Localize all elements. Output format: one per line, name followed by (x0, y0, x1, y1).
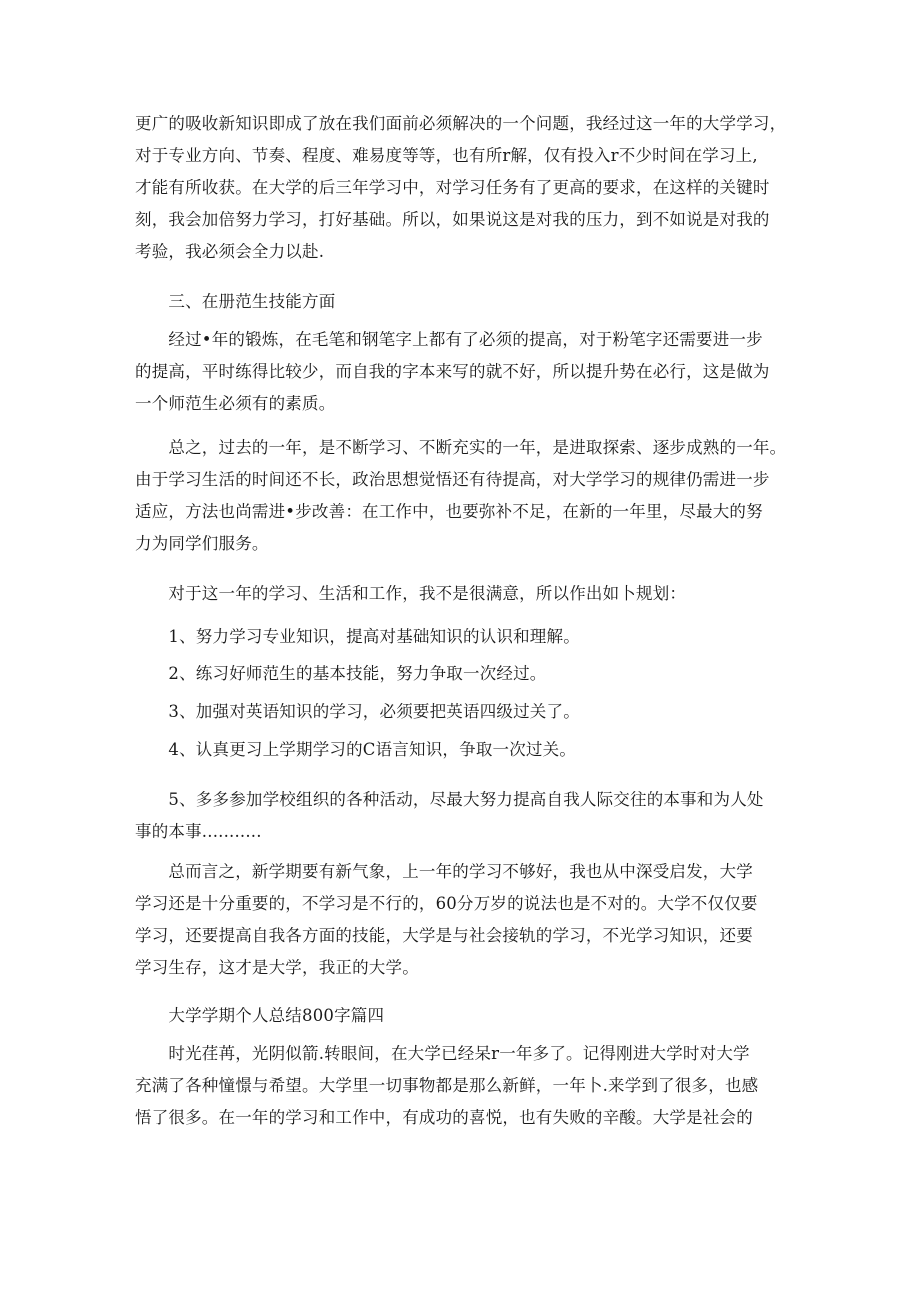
text-line: 时光荏苒，光阴似箭.转眼间，在大学已经呆r一年多了。记得刚进大学时对大学 (135, 1044, 750, 1063)
text-line: 3、加强对英语知识的学习，必须要把英语四级过关了。 (135, 702, 580, 721)
text-line: 考验，我必须会全力以赴. (135, 242, 325, 261)
text-line: 经过•年的锻炼，在毛笔和钢笔字上都有了必须的提高，对于粉笔字还需要进一步 (135, 330, 763, 349)
section-heading-teacher-skills (135, 286, 785, 318)
paragraph-intro-continued (135, 108, 785, 268)
paragraph-conclusion (135, 856, 785, 984)
plan-item-4 (135, 734, 785, 766)
text-line: 充满了各种憧憬与希望。大学里一切事物都是那么新鲜，一年卜.来学到了很多，也感 (135, 1076, 759, 1095)
plan-item-5 (135, 784, 785, 848)
plan-item-2 (135, 658, 785, 690)
text-line: 才能有所收获。在大学的后三年学习中，对学习任务有了更高的要求，在这样的关键时 (135, 178, 770, 197)
text-line: 悟了很多。在一年的学习和工作中，有成功的喜悦，也有失败的辛酸。大学是社会的 (135, 1108, 753, 1127)
text-line: 2、练习好师范生的基本技能，努力争取一次经过。 (135, 664, 547, 683)
text-line: 大学学期个人总结800字篇四 (135, 1006, 385, 1025)
text-line: 学习还是十分重要的，不学习是不行的，60分万岁的说法也是不对的。大学不仅仅要 (135, 894, 758, 913)
plan-item-3 (135, 696, 785, 728)
text-line: 刻，我会加倍努力学习，打好基础。所以，如果说这是对我的压力，到不如说是对我的 (135, 210, 770, 229)
text-line: 一个师范生必须有的素质。 (135, 394, 336, 413)
text-line: 学习，还要提高自我各方面的技能，大学是与社会接轨的学习，不光学习知识，还要 (135, 926, 753, 945)
text-line: 的提高，平时练得比较少，而自我的字本来写的就不好，所以提升势在必行，这是做为 (135, 362, 770, 381)
text-line: 5、多多参加学校组织的各种活动，尽最大努力提高自我人际交往的本事和为人处 (135, 790, 764, 809)
paragraph-summary (135, 432, 785, 560)
text-line: 总而言之，新学期要有新气象，上一年的学习不够好，我也从中深受启发，大学 (135, 862, 753, 881)
text-line: 1、努力学习专业知识，提高对基础知识的认识和理解。 (135, 627, 580, 646)
text-line: 4、认真更习上学期学习的C语言知识，争取一次过关。 (135, 740, 577, 759)
plan-item-1 (135, 621, 785, 653)
text-line: 更广的吸收新知识即成了放在我们面前必须解决的一个问题，我经过这一年的大学学习， (135, 114, 787, 133)
text-line: 对于专业方向、节奏、程度、难易度等等，也有所r解，仅有投入r不少时间在学习上, (135, 146, 758, 165)
text-line: 三、在册范生技能方面 (135, 292, 336, 311)
text-line: 适应，方法也尚需进•步改善：在工作中，也要弥补不足，在新的一年里，尽最大的努 (135, 502, 763, 521)
text-line: 由于学习生活的时间还不长，政治思想觉悟还有待提高，对大学学习的规律仍需进一步 (135, 470, 770, 489)
paragraph-teacher-skills (135, 324, 785, 420)
text-line: 力为同学们服务。 (135, 534, 269, 553)
section-heading-part-four (135, 1000, 785, 1032)
text-line: 对于这一年的学习、生活和工作，我不是很满意，所以作出如卜规划： (135, 584, 687, 603)
text-line: 总之，过去的一年，是不断学习、不断充实的一年，是进取探索、逐步成熟的一年。 (135, 438, 787, 457)
text-line: 事的本事........... (135, 822, 262, 841)
text-line: 学习生存，这才是大学，我正的大学。 (135, 958, 419, 977)
paragraph-part-four (135, 1038, 785, 1134)
paragraph-plan-intro (135, 578, 785, 610)
